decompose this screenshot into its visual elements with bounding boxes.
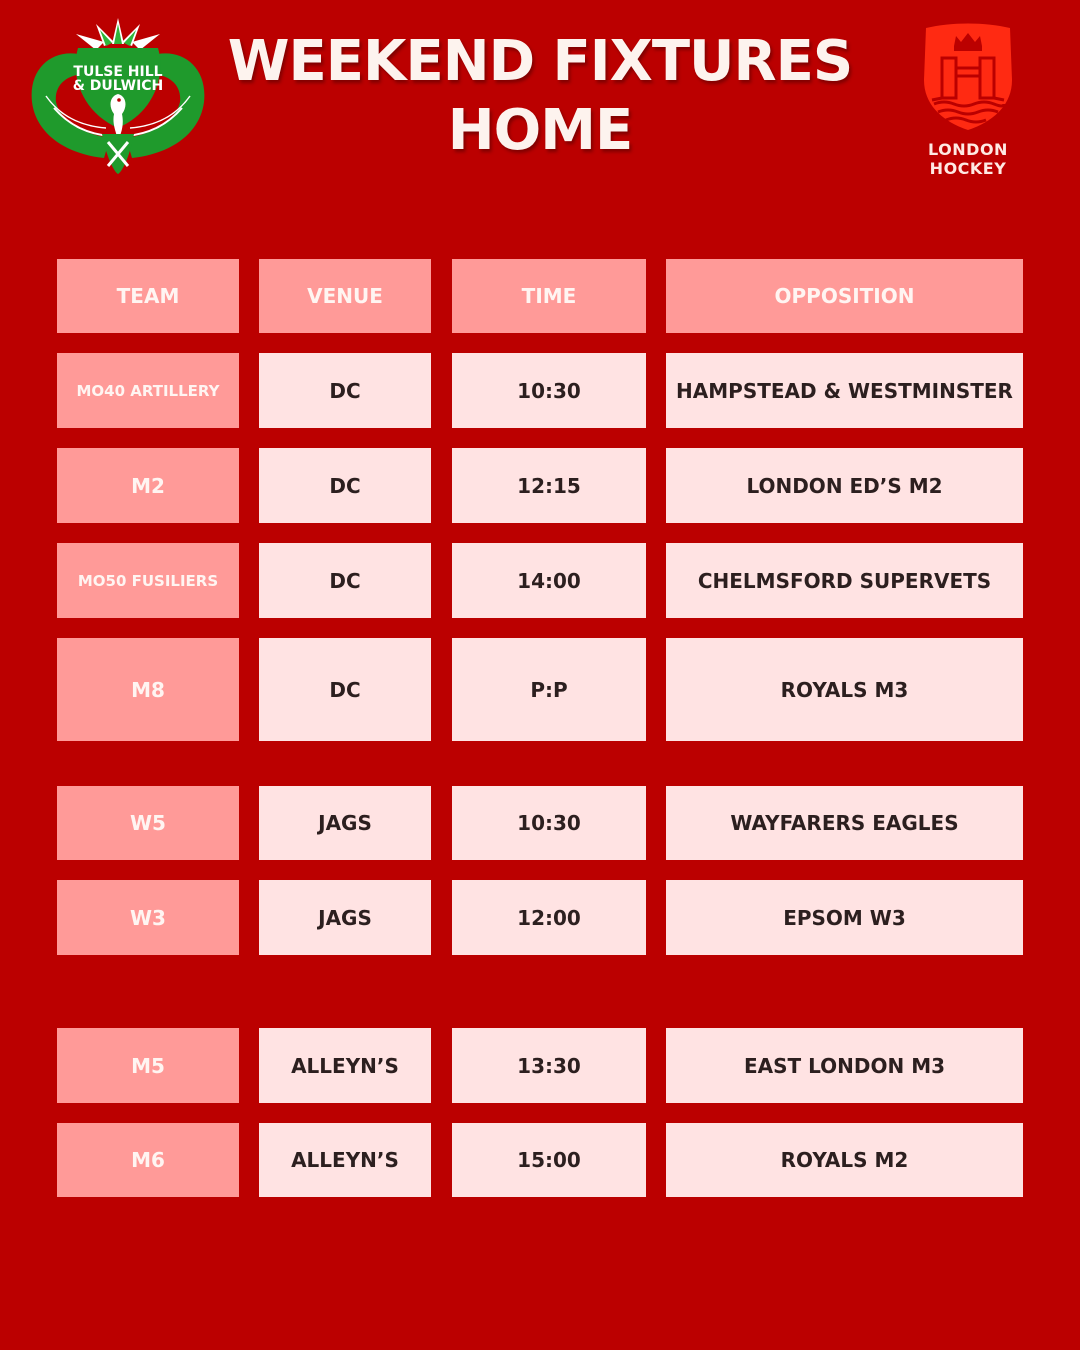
fixture-opposition: ROYALS M3 — [666, 638, 1023, 741]
london-logo-text-2: HOCKEY — [929, 159, 1007, 178]
fixture-venue: DC — [259, 638, 431, 741]
fixture-time: 12:00 — [452, 880, 646, 955]
fixture-venue: JAGS — [259, 786, 431, 860]
fixture-venue: DC — [259, 353, 431, 428]
london-hockey-logo — [912, 20, 1024, 185]
fixture-team: MO50 FUSILIERS — [57, 543, 239, 618]
fixture-venue: JAGS — [259, 880, 431, 955]
fixture-opposition: WAYFARERS EAGLES — [666, 786, 1023, 860]
fixture-team: M5 — [57, 1028, 239, 1103]
fixture-time: 15:00 — [452, 1123, 646, 1197]
fixture-venue: ALLEYN’S — [259, 1028, 431, 1103]
fixture-opposition: EPSOM W3 — [666, 880, 1023, 955]
column-header-team: TEAM — [57, 259, 239, 333]
fixture-time: P:P — [452, 638, 646, 741]
fixture-time: 13:30 — [452, 1028, 646, 1103]
fixture-venue: DC — [259, 543, 431, 618]
club-logo-text-1: TULSE HILL — [73, 64, 163, 80]
fixture-team: M6 — [57, 1123, 239, 1197]
column-header-venue: VENUE — [259, 259, 431, 333]
fixture-opposition: EAST LONDON M3 — [666, 1028, 1023, 1103]
column-header-opposition: OPPOSITION — [666, 259, 1023, 333]
club-logo-text-2: & DULWICH — [72, 78, 164, 94]
fixture-opposition: ROYALS M2 — [666, 1123, 1023, 1197]
fixture-team: M8 — [57, 638, 239, 741]
fixture-opposition: CHELMSFORD SUPERVETS — [666, 543, 1023, 618]
fixture-team: MO40 ARTILLERY — [57, 353, 239, 428]
fixture-time: 12:15 — [452, 448, 646, 523]
club-logo — [26, 16, 210, 176]
column-header-time: TIME — [452, 259, 646, 333]
fixture-team: W5 — [57, 786, 239, 860]
fixture-time: 10:30 — [452, 786, 646, 860]
page-subtitle: HOME — [447, 98, 633, 163]
fixture-opposition: LONDON ED’S M2 — [666, 448, 1023, 523]
fixture-time: 10:30 — [452, 353, 646, 428]
fixture-team: W3 — [57, 880, 239, 955]
fixture-venue: DC — [259, 448, 431, 523]
tower-bridge-shield-icon — [912, 20, 1024, 140]
fixture-time: 14:00 — [452, 543, 646, 618]
fixture-opposition: HAMPSTEAD & WESTMINSTER — [666, 353, 1023, 428]
fixture-venue: ALLEYN’S — [259, 1123, 431, 1197]
phoenix-crest-icon — [26, 16, 210, 176]
london-logo-text-1: LONDON — [928, 140, 1008, 159]
page-title: WEEKEND FIXTURES — [227, 29, 853, 94]
fixture-team: M2 — [57, 448, 239, 523]
